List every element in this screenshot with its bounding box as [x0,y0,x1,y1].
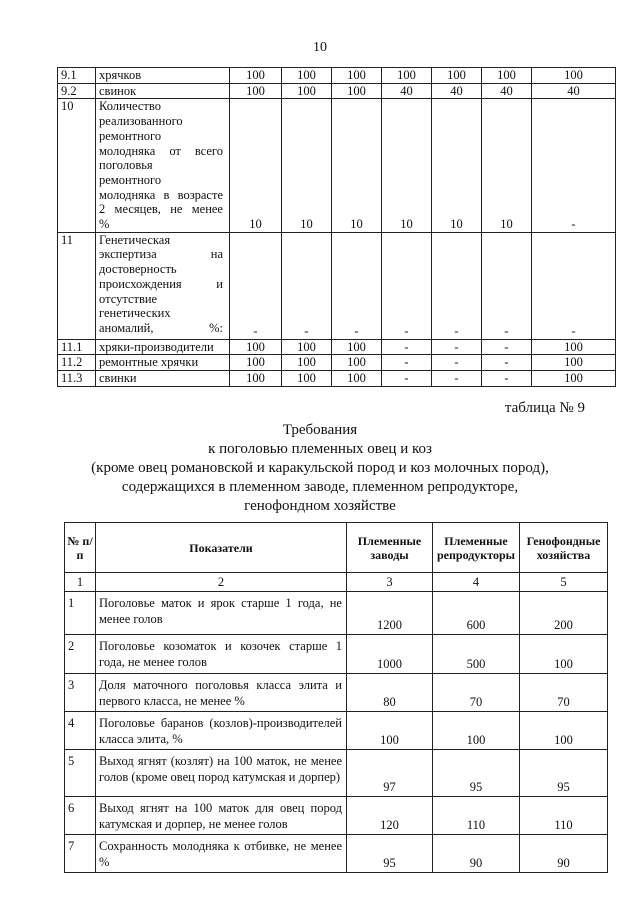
table-cell: 97 [347,750,433,797]
table-cell: - [282,232,332,339]
row-label: Поголовье баранов (козлов)-производителей класса элита, % [96,712,347,750]
row-label: хряки-производители [96,339,230,355]
table-row [65,712,608,750]
table-cell: 100 [230,83,282,99]
row-label-line: реализованного [99,114,183,129]
table-cell: 10 [332,99,382,232]
column-index: 4 [433,573,520,592]
row-number: 2 [65,635,96,674]
table-cell: 110 [520,797,608,835]
row-number: 1 [65,592,96,635]
row-label: свинок [96,83,230,99]
row-number: 3 [65,674,96,712]
row-label: хрячков [96,68,230,84]
table-cell: 100 [520,635,608,674]
table-cell: 200 [520,592,608,635]
table-cell: - [482,232,532,339]
column-index: 3 [347,573,433,592]
table-cell: 100 [482,68,532,84]
table-cell: 600 [433,592,520,635]
row-label: Поголовье маток и ярок старше 1 года, не менее голов [96,592,347,635]
column-index: 5 [520,573,608,592]
table-cell: 100 [332,68,382,84]
table-cell: 95 [433,750,520,797]
table-row [58,99,616,232]
table-cell: 100 [282,355,332,371]
table-cell: 100 [332,339,382,355]
table-cell: - [382,339,432,355]
title-line: содержащихся в племенном заводе, племенном репродукторе, [121,479,519,495]
row-number: 4 [65,712,96,750]
row-label: Выход ягнят (козлят) на 100 маток, не менее голов (кроме овец пород катумская и дорпер) [96,750,347,797]
row-label [96,99,230,232]
table-row [58,232,616,339]
row-label: Выход ягнят на 100 маток для овец пород катумская и дорпер, не менее голов [96,797,347,835]
row-label: свинки [96,371,230,387]
table-cell: - [432,232,482,339]
row-label-line: ремонтного [99,128,162,143]
table-cell: - [482,339,532,355]
table-cell: 70 [520,674,608,712]
table-cell: 10 [482,99,532,232]
table-cell: - [230,232,282,339]
row-label-line: экспертиза на [99,247,223,262]
row-label-line: Количество [99,99,161,114]
table-row [58,371,616,387]
table-cell: 95 [347,835,433,873]
row-number: 10 [58,99,96,232]
table-cell: 100 [347,712,433,750]
table-cell: 100 [332,355,382,371]
table-cell: 100 [332,371,382,387]
table-cell: 100 [382,68,432,84]
table-cell: 80 [347,674,433,712]
row-label-line: Генетическая [99,232,171,247]
table-cell: 40 [532,83,616,99]
title-line: (кроме овец романовской и каракульской пород и коз молочных пород), [91,460,549,476]
table-cell: 10 [230,99,282,232]
row-label: Сохранность молодняка к отбивке, не менее % [96,835,347,873]
row-label-line: генетических [99,306,171,321]
table-cell: - [482,371,532,387]
row-number: 11 [58,232,96,339]
table-cell: 100 [230,339,282,355]
column-header: Показатели [96,523,347,573]
table-row [58,355,616,371]
table-cell: 120 [347,797,433,835]
table-cell: 90 [520,835,608,873]
table-cell: 10 [282,99,332,232]
table-cell: 100 [520,712,608,750]
table-cell: 10 [432,99,482,232]
table-cell: 100 [532,371,616,387]
page-number: 10 [313,40,327,55]
row-label: Поголовье козоматок и козочек старше 1 года, не менее голов [96,635,347,674]
table-cell: 100 [282,68,332,84]
table-row [58,68,616,84]
table-cell: 100 [532,339,616,355]
table-cell: 95 [520,750,608,797]
title-line: генофондном хозяйстве [244,498,396,514]
table-label: таблица № 9 [504,400,585,416]
row-label-line: поголовья [99,158,153,173]
table-cell: 100 [332,83,382,99]
table-title [0,421,640,516]
column-header: Генофондные хозяйства [520,523,608,573]
row-number: 5 [65,750,96,797]
column-index: 1 [65,573,96,592]
row-label-line: молодняка от всего [99,143,223,158]
table-cell: 100 [230,355,282,371]
table-cell: - [432,371,482,387]
table-cell: 40 [432,83,482,99]
table-cell: 100 [282,371,332,387]
row-label-line: молодняка в возрасте [99,187,223,202]
row-label [96,232,230,339]
table-cell: - [382,355,432,371]
row-number: 7 [65,835,96,873]
table-row [65,592,608,635]
table-cell: 40 [482,83,532,99]
table-cell: 100 [282,83,332,99]
column-index: 2 [96,573,347,592]
row-number: 9.1 [58,68,96,84]
table-9 [64,522,608,873]
table-8-continuation [57,67,616,387]
table-cell: 70 [433,674,520,712]
table-row [65,835,608,873]
table-cell: 500 [433,635,520,674]
table-cell: 1000 [347,635,433,674]
table-cell: - [382,371,432,387]
row-number: 11.2 [58,355,96,371]
table-cell: 100 [433,712,520,750]
table-cell: - [482,355,532,371]
column-header: № п/п [65,523,96,573]
table-cell: 110 [433,797,520,835]
table-cell: - [332,232,382,339]
table-row [58,83,616,99]
table-cell: 100 [282,339,332,355]
table-row [65,674,608,712]
row-label-line: достоверность [99,262,177,277]
table-cell: 10 [382,99,432,232]
row-label-line: ремонтного [99,172,162,187]
row-number: 11.1 [58,339,96,355]
row-number: 6 [65,797,96,835]
row-label-line: отсутствие [99,291,158,306]
table-cell: - [382,232,432,339]
table-row [58,339,616,355]
row-label: ремонтные хрячки [96,355,230,371]
table-cell: - [432,355,482,371]
column-header: Племенные репродукторы [433,523,520,573]
row-number: 9.2 [58,83,96,99]
row-label-line: аномалий, %: [99,320,223,335]
row-label-line: 2 месяцев, не менее [99,202,223,217]
row-label-line: происхождения и [99,276,223,291]
table-cell: 90 [433,835,520,873]
column-header: Племенные заводы [347,523,433,573]
row-number: 11.3 [58,371,96,387]
table-cell: 40 [382,83,432,99]
table-cell: - [432,339,482,355]
table-index-row [65,573,608,592]
table-cell: 100 [532,355,616,371]
row-label-line: % [99,217,110,232]
title-line: к поголовью племенных овец и коз [208,441,432,457]
table-cell: - [532,232,616,339]
row-label: Доля маточного поголовья класса элита и первого класса, не менее % [96,674,347,712]
table-cell: 100 [230,371,282,387]
table-cell: - [532,99,616,232]
table-cell: 1200 [347,592,433,635]
title-line: Требования [282,422,358,438]
table-header-row [65,523,608,573]
table-cell: 100 [532,68,616,84]
table-cell: 100 [230,68,282,84]
table-cell: 100 [432,68,482,84]
table-row [65,797,608,835]
table-row [65,750,608,797]
table-row [65,635,608,674]
